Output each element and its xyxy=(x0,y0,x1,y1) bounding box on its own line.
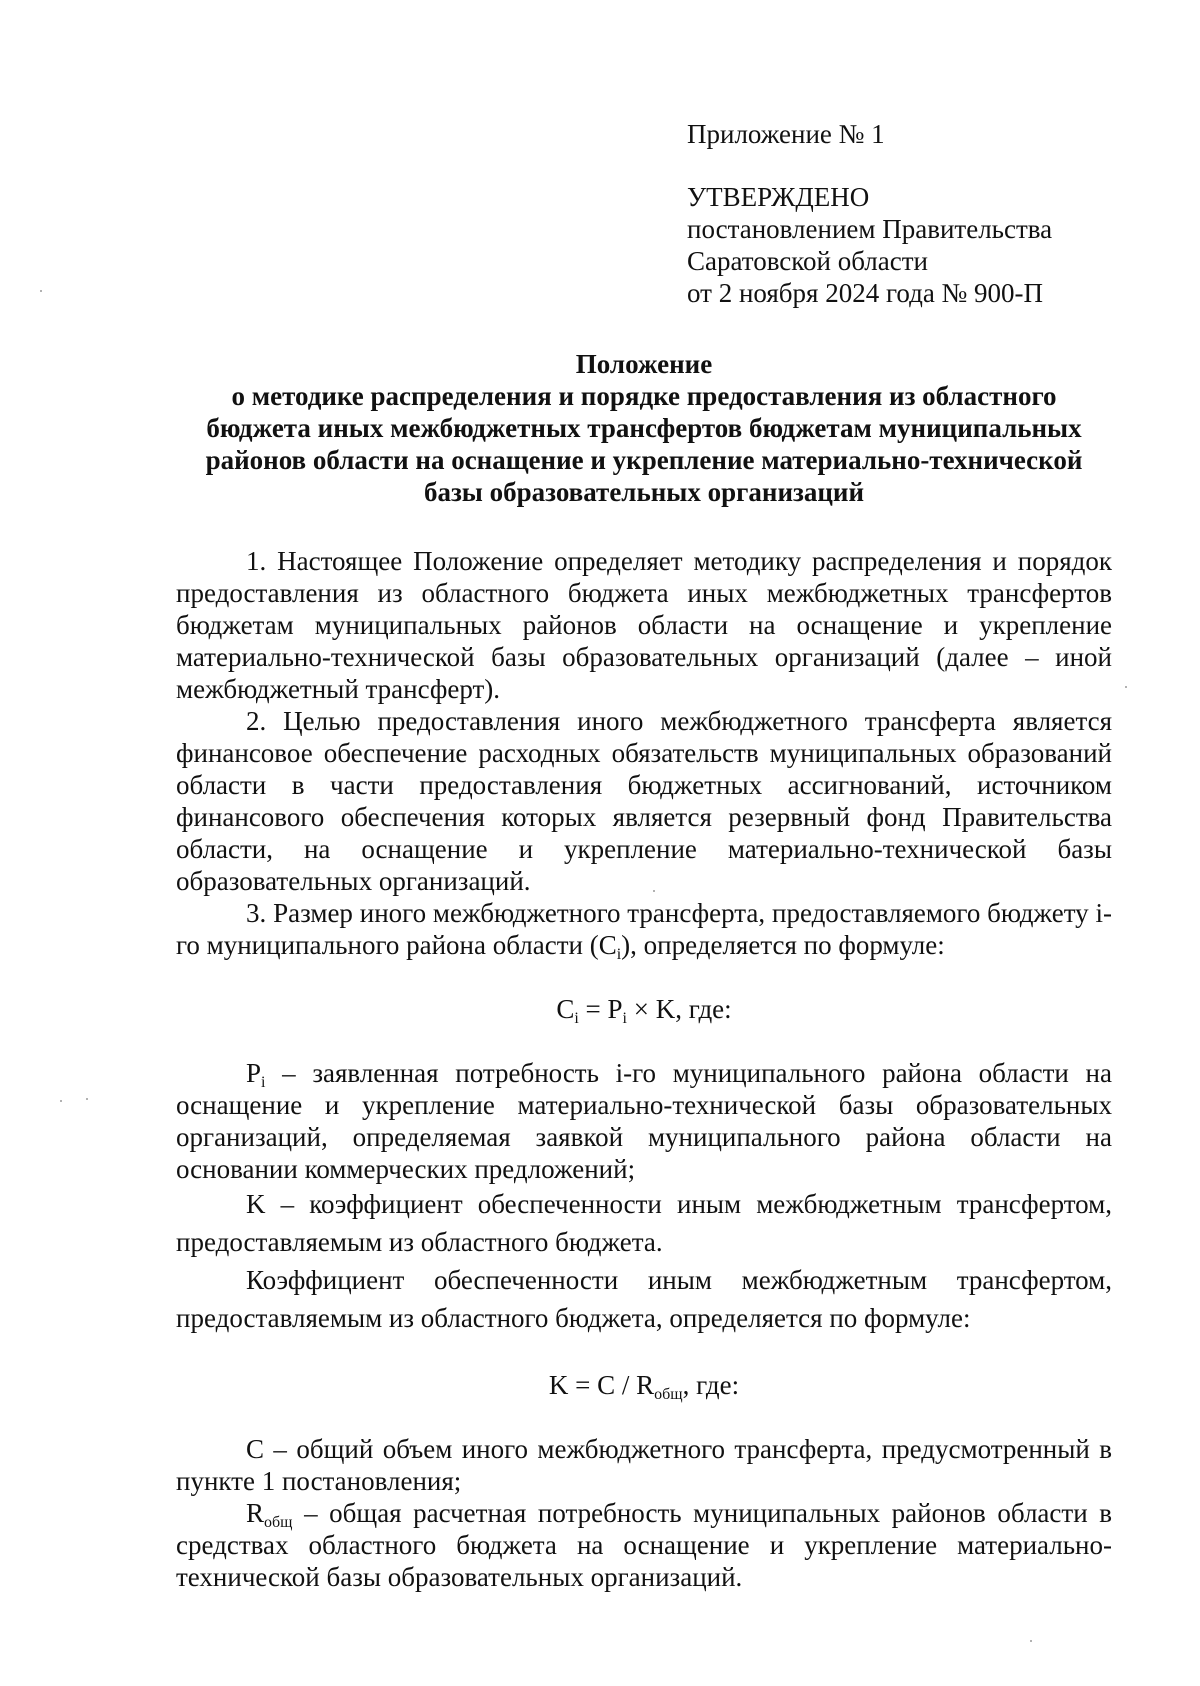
paragraph-k-formula-intro: Коэффициент обеспеченности иным межбюджетным трансфертом, предоставляемым из областного бюджета, определяется по формуле: xyxy=(176,1265,1112,1333)
title-line-4: районов области на оснащение и укрепление материально-технической xyxy=(205,445,1083,475)
title-line-3: бюджета иных межбюджетных трансфертов бюджетам муниципальных xyxy=(206,413,1082,443)
formula-ci xyxy=(176,993,1112,1025)
paragraph-pi-definition xyxy=(176,1057,1112,1185)
formula-ci-rest: × K, где: xyxy=(626,994,732,1024)
paragraph-3-text-a: 3. Размер иного межбюджетного трансферта, предоставляемого бюджету i-го муниципального района области (C xyxy=(176,898,1112,960)
paragraph-3-text-b: ), определяется по формуле: xyxy=(621,930,945,960)
approved-by-line-2: Саратовской области xyxy=(687,246,928,276)
paragraph-r-definition xyxy=(176,1497,1112,1593)
scan-speck xyxy=(86,1098,88,1100)
r-definition-text: – общая расчетная потребность муниципальных районов области в средствах областного бюджета на оснащение и укрепление материально-технической базы образовательных организаций. xyxy=(176,1498,1112,1592)
paragraph-1: 1. Настоящее Положение определяет методику распределения и порядок предоставления из областного бюджета иных межбюджетных трансфертов бюджетам муниципальных районов области на оснащение и укрепление материально-технической базы образовательных организаций (далее – иной межбюджетный трансферт). xyxy=(176,546,1112,704)
formula-ci-p-subscript: i xyxy=(622,1010,627,1027)
formula-k-rest: , где: xyxy=(682,1370,740,1400)
document-title xyxy=(176,348,1112,508)
scan-speck xyxy=(60,1100,62,1102)
annex-label: Приложение № 1 xyxy=(687,119,885,149)
pi-definition-text: – заявленная потребность i-го муниципального района области на оснащение и укрепление материально-технической базы образовательных организаций, определяемая заявкой муниципального района области на основании коммерческих предложений; xyxy=(176,1058,1112,1184)
scan-speck xyxy=(653,890,655,892)
document-body xyxy=(176,545,1112,1593)
r-subscript: общ xyxy=(264,1514,293,1531)
pi-symbol: P xyxy=(246,1058,262,1088)
title-line-5: базы образовательных организаций xyxy=(423,477,865,507)
scan-speck xyxy=(1125,686,1127,688)
approved-by-line-1: постановлением Правительства xyxy=(687,214,1053,244)
paragraph-2: 2. Целью предоставления иного межбюджетного трансферта является финансовое обеспечение расходных обязательств муниципальных образований области в части предоставления бюджетных ассигнований, источником финансового обеспечения которых является резервный фонд Правительства области, на оснащение и укрепление материально-технической базы образовательных организаций. xyxy=(176,706,1112,896)
scan-speck xyxy=(1030,1640,1032,1642)
r-symbol: R xyxy=(246,1498,265,1528)
title-line-1: Положение xyxy=(575,349,713,379)
paragraph-3-subscript: i xyxy=(616,946,622,963)
approved-date: от 2 ноября 2024 года № 900-П xyxy=(687,278,1044,308)
paragraph-k-definition: K – коэффициент обеспеченности иным межбюджетным трансфертом, предоставляемым из областного бюджета. xyxy=(176,1189,1112,1257)
paragraph-c-definition: C – общий объем иного межбюджетного трансферта, предусмотренный в пункте 1 постановления; xyxy=(176,1434,1112,1496)
formula-ci-c: C xyxy=(556,994,575,1024)
approval-stamp xyxy=(687,118,1167,309)
approved-label: УТВЕРЖДЕНО xyxy=(687,182,870,212)
formula-k-subscript: общ xyxy=(654,1386,683,1403)
pi-subscript: i xyxy=(261,1074,266,1091)
formula-ci-c-subscript: i xyxy=(574,1010,579,1027)
formula-k-lhs: K = C / R xyxy=(548,1370,655,1400)
title-line-2: о методике распределения и порядке предоставления из областного xyxy=(231,381,1057,411)
formula-k xyxy=(176,1369,1112,1401)
scan-speck xyxy=(40,290,42,292)
formula-ci-eq: = P xyxy=(578,994,623,1024)
paragraph-3 xyxy=(176,897,1112,961)
